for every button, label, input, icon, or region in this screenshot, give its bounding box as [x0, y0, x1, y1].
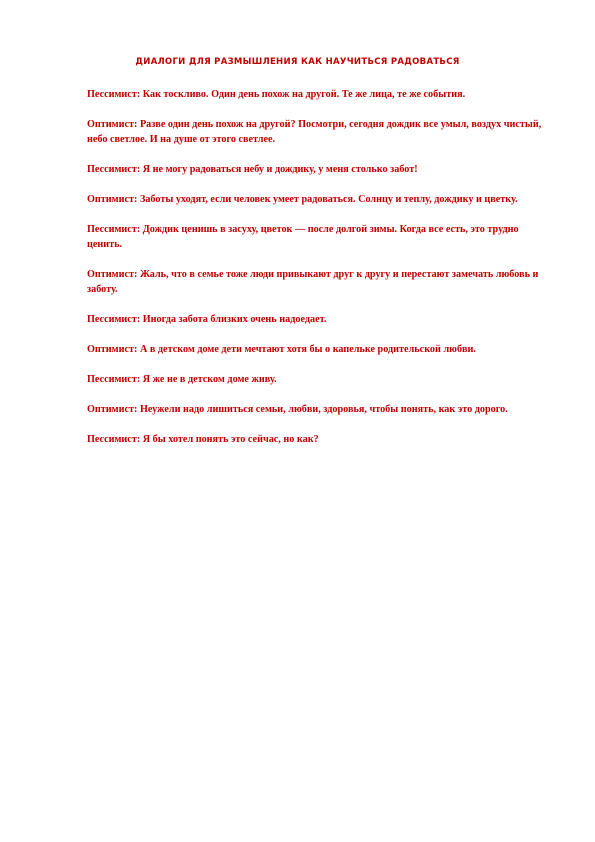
- dialogue-line-optimist: Оптимист: Разве один день похож на другой? Посмотри, сегодня дождик все умыл, воздух чистый, небо светлое. И на душе от этого светлее.: [87, 119, 542, 145]
- dialogue-line-pessimist: Пессимист: Я бы хотел понять это сейчас, но как?: [87, 434, 319, 445]
- dialogue-line-optimist: Оптимист: А в детском доме дети мечтают хотя бы о капельке родительской любви.: [87, 344, 476, 355]
- dialogue-line-pessimist: Пессимист: Дождик ценишь в засуху, цветок — после долгой зимы. Когда все есть, это трудно ценить.: [87, 224, 519, 250]
- dialogue-line-pessimist: Пессимист: Я же не в детском доме живу.: [87, 374, 277, 385]
- dialogue-line-optimist: Оптимист: Жаль, что в семье тоже люди привыкают друг к другу и перестают замечать любовь и заботу.: [87, 269, 539, 295]
- dialogue-line-pessimist: Пессимист: Как тоскливо. Один день похож на другой. Те же лица, те же события.: [87, 89, 466, 100]
- document-title: ДИАЛОГИ ДЛЯ РАЗМЫШЛЕНИЯ КАК НАУЧИТЬСЯ РАДОВАТЬСЯ: [135, 57, 460, 67]
- dialogue-line-optimist: Оптимист: Заботы уходят, если человек умеет радоваться. Солнцу и теплу, дождику и цветку.: [87, 194, 518, 205]
- dialogue-line-pessimist: Пессимист: Иногда забота близких очень надоедает.: [87, 314, 327, 325]
- dialogue-line-pessimist: Пессимист: Я не могу радоваться небу и дождику, у меня столько забот!: [87, 164, 418, 175]
- dialogue-list: [87, 87, 547, 462]
- dialogue-line-optimist: Оптимист: Неужели надо лишиться семьи, любви, здоровья, чтобы понять, как это дорого.: [87, 404, 508, 415]
